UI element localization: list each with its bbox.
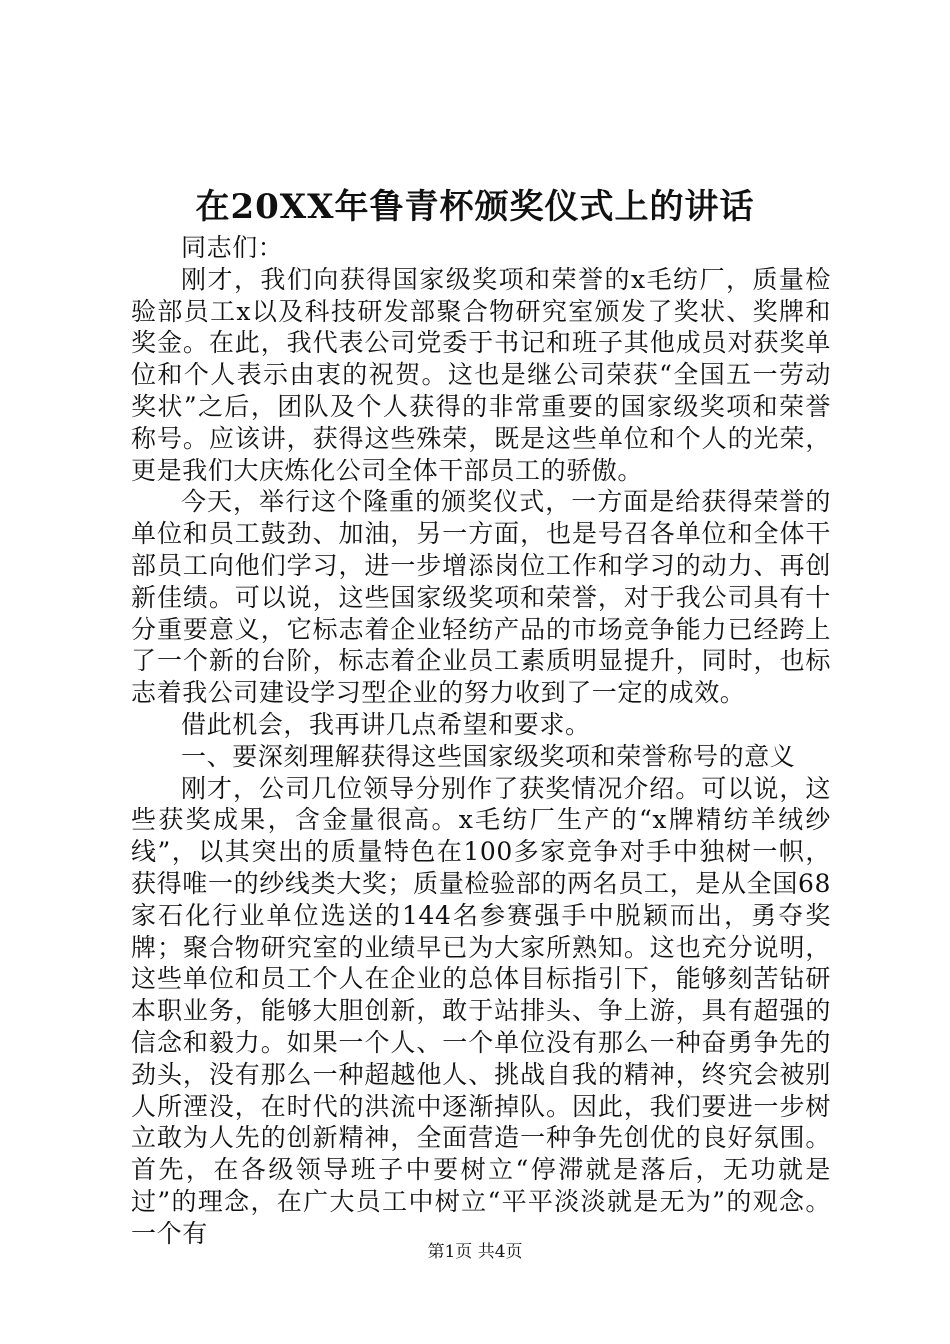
paragraph-1: 刚才，我们向获得国家级奖项和荣誉的x毛纺厂，质量检验部员工x以及科技研发部聚合物研究室颁发了奖状、奖牌和奖金。在此，我代表公司党委于书记和班子其他成员对获奖单位和个人表示由衷的祝贺。这也是继公司荣获“全国五一劳动奖状”之后，团队及个人获得的非常重要的国家级奖项和荣誉称号。应该讲，获得这些殊荣，既是这些单位和个人的光荣，更是我们大庆炼化公司全体干部员工的骄傲。: [131, 264, 831, 485]
document-body: [131, 232, 831, 1250]
document-title: 在20XX年鲁青杯颁奖仪式上的讲话: [195, 187, 755, 227]
paragraph-2: 今天，举行这个隆重的颁奖仪式，一方面是给获得荣誉的单位和员工鼓劲、加油，另一方面，也是号召各单位和全体干部员工向他们学习，进一步增添岗位工作和学习的动力、再创新佳绩。可以说，这些国家级奖项和荣誉，对于我公司具有十分重要意义，它标志着企业轻纺产品的市场竞争能力已经跨上了一个新的台阶，标志着企业员工素质明显提升，同时，也标志着我公司建设学习型企业的努力收到了一定的成效。: [131, 487, 831, 708]
salutation: 同志们：: [181, 233, 284, 262]
section-heading-1: 一、要深刻理解获得这些国家级奖项和荣誉称号的意义: [181, 741, 796, 771]
paragraph-3: 借此机会，我再讲几点希望和要求。: [181, 709, 591, 739]
paragraph-4: 刚才，公司几位领导分别作了获奖情况介绍。可以说，这些获奖成果，含金量很高。x毛纺厂生产的“x牌精纺羊绒纱线”，以其突出的质量特色在100多家竞争对手中独树一帜，获得唯一的纱线类大奖；质量检验部的两名员工，是从全国68家石化行业单位选送的144名参赛强手中脱颖而出，勇夺奖牌；聚合物研究室的业绩早已为大家所熟知。这也充分说明，这些单位和员工个人在企业的总体目标指引下，能够刻苦钻研本职业务，能够大胆创新，敢于站排头、争上游，具有超强的信念和毅力。如果一个人、一个单位没有那么一种奋勇争先的劲头，没有那么一种超越他人、挑战自我的精神，终究会被别人所湮没，在时代的洪流中逐渐掉队。因此，我们要进一步树立敢为人先的创新精神，全面营造一种争先创优的良好氛围。首先，在各级领导班子中要树立“停滞就是落后，无功就是过”的理念，在广大员工中树立“平平淡淡就是无为”的观念。一个有: [131, 773, 831, 1248]
page-footer: 第1页 共4页: [427, 1242, 523, 1262]
